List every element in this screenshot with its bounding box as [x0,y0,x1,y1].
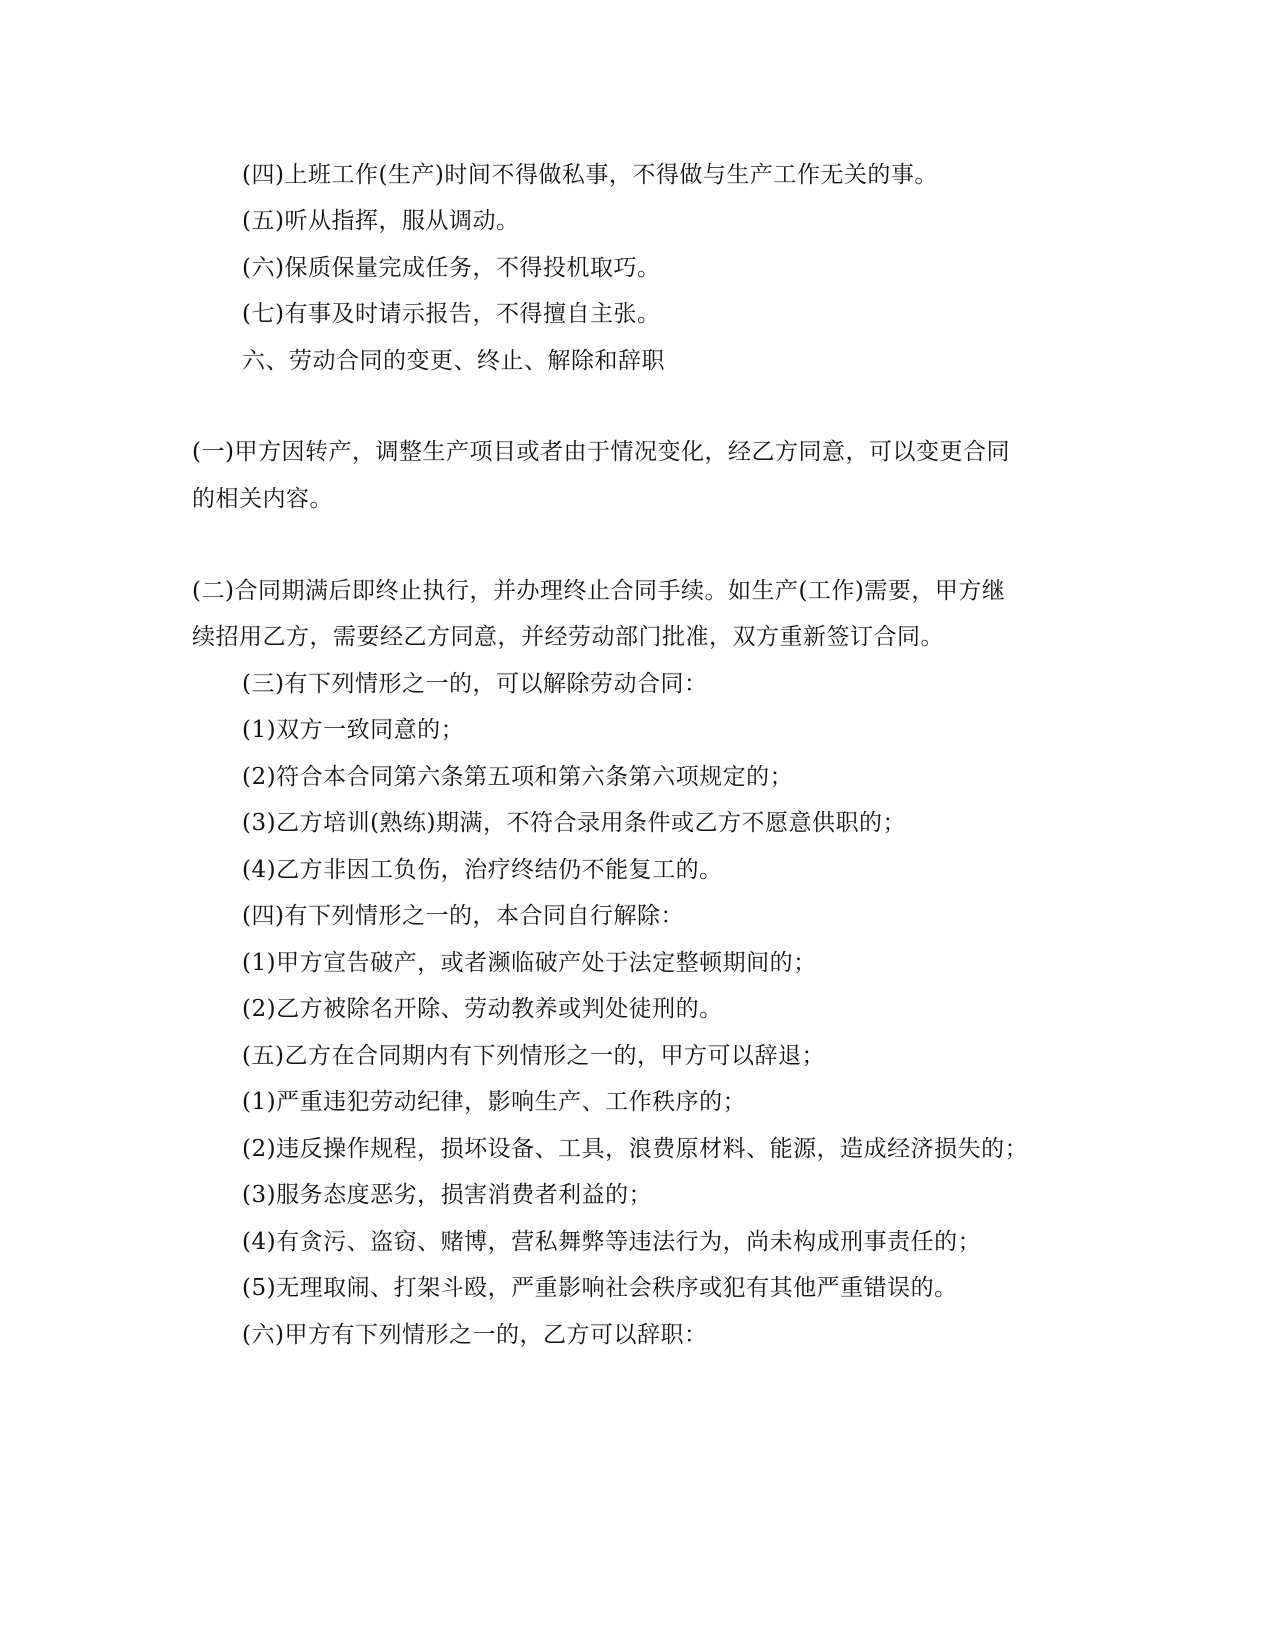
automatic-dissolution-heading: (四)有下列情形之一的，本合同自行解除： [242,903,684,929]
list-item: (3)服务态度恶劣，损害消费者利益的； [242,1182,653,1208]
contract-expiry-paragraph-line-2: 续招用乙方，需要经乙方同意，并经劳动部门批准，双方重新签订合同。 [192,624,944,650]
clause-6-quality-tasks: (六)保质保量完成任务，不得投机取巧。 [242,255,661,281]
list-item: (5)无理取闹、打架斗殴，严重影响社会秩序或犯有其他严重错误的。 [242,1275,958,1301]
list-item: (4)有贪污、盗窃、赌博，营私舞弊等违法行为，尚未构成刑事责任的； [242,1229,982,1255]
contract-change-paragraph-line-1: (一)甲方因转产，调整生产项目或者由于情况变化，经乙方同意，可以变更合同 [192,439,1010,465]
list-item: (2)符合本合同第六条第五项和第六条第六项规定的； [242,764,794,790]
clause-4-no-private-matters: (四)上班工作(生产)时间不得做私事，不得做与生产工作无关的事。 [242,162,938,188]
list-item: (1)甲方宣告破产，或者濒临破产处于法定整顿期间的； [242,950,817,976]
contract-expiry-paragraph-line-1: (二)合同期满后即终止执行，并办理终止合同手续。如生产(工作)需要，甲方继 [192,578,1006,604]
clause-7-timely-report: (七)有事及时请示报告，不得擅自主张。 [242,301,661,327]
clause-5-obey-commands: (五)听从指挥，服从调动。 [242,208,520,234]
dissolution-conditions-heading: (三)有下列情形之一的，可以解除劳动合同： [242,671,708,697]
list-item: (1)严重违犯劳动纪律，影响生产、工作秩序的； [242,1089,747,1115]
dismissal-conditions-heading: (五)乙方在合同期内有下列情形之一的，甲方可以辞退； [242,1043,825,1069]
section-6-heading: 六、劳动合同的变更、终止、解除和辞职 [242,348,665,374]
list-item: (4)乙方非因工负伤，治疗终结仍不能复工的。 [242,857,723,883]
list-item: (3)乙方培训(熟练)期满，不符合录用条件或乙方不愿意供职的； [242,810,907,836]
list-item: (2)违反操作规程，损坏设备、工具，浪费原材料、能源，造成经济损失的； [242,1136,1029,1162]
contract-change-paragraph-line-2: 的相关内容。 [192,486,333,512]
resignation-conditions-heading: (六)甲方有下列情形之一的，乙方可以辞职： [242,1322,708,1348]
list-item: (2)乙方被除名开除、劳动教养或判处徒刑的。 [242,996,723,1022]
list-item: (1)双方一致同意的； [242,717,465,743]
